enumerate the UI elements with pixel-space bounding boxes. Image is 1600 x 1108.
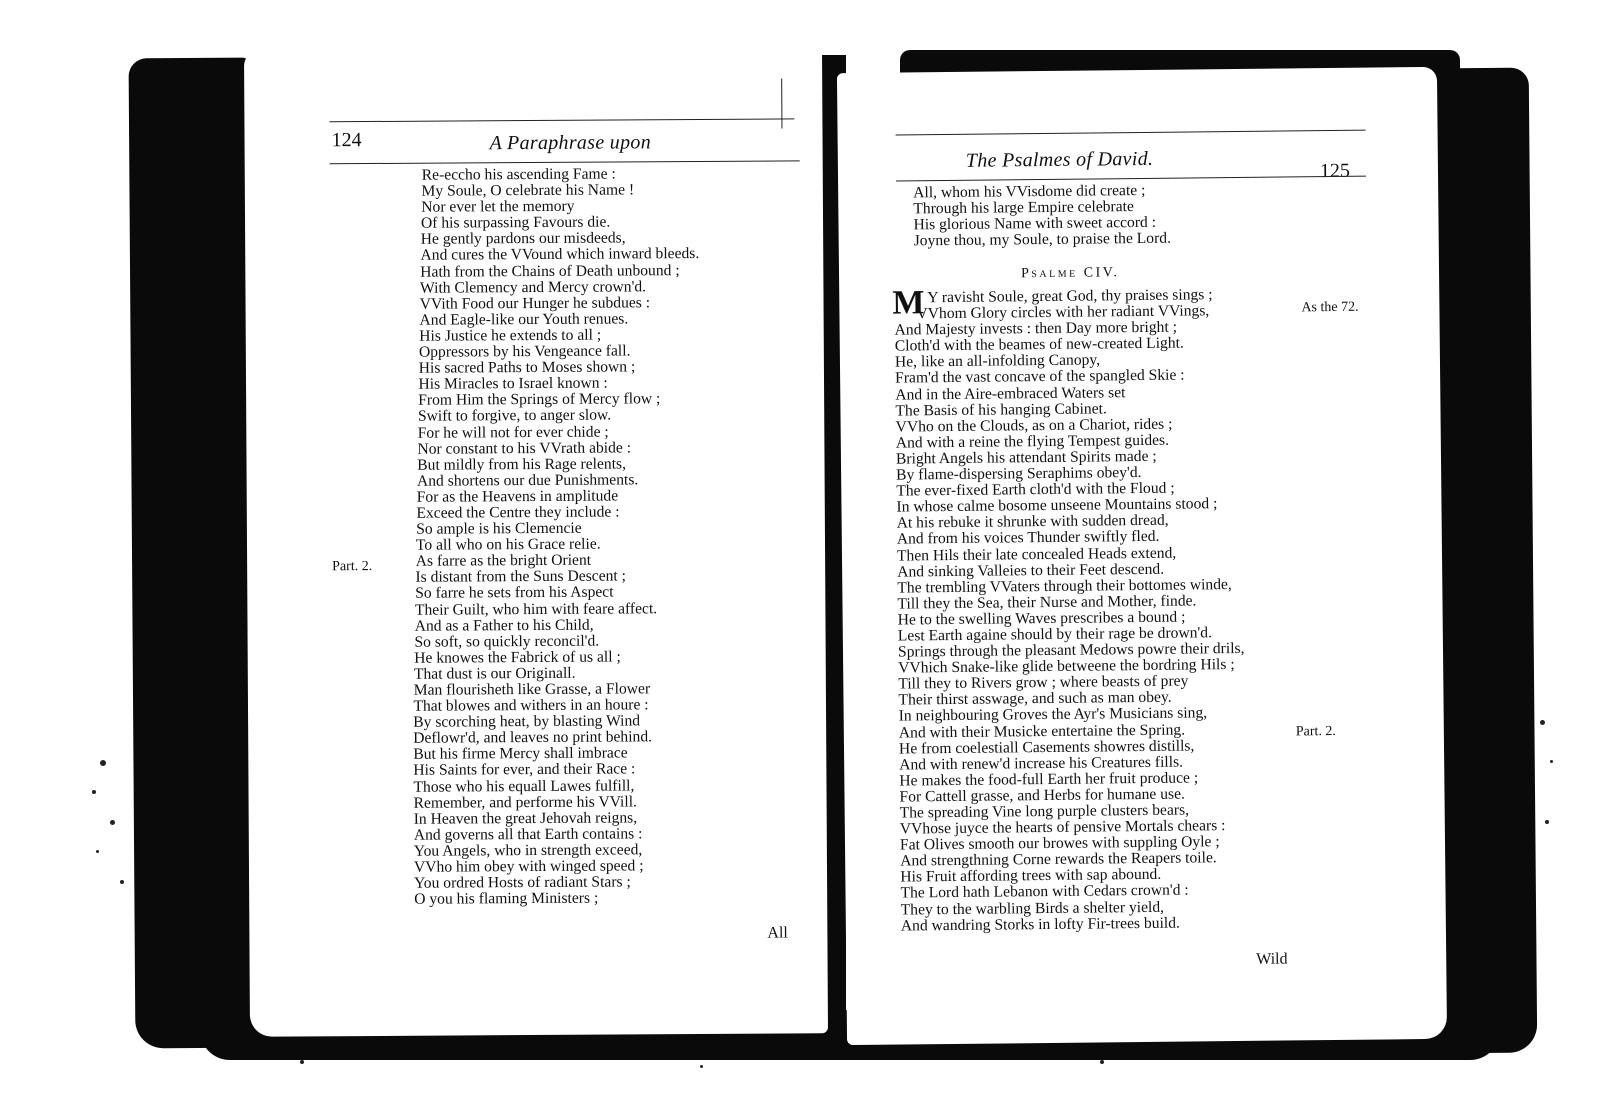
verse-line: And Eagle-like our Youth renues. (419, 310, 629, 329)
verse-line: Of his surpassing Favours die. (420, 213, 611, 232)
fold-mark (781, 78, 782, 128)
verse-line: And with renew'd increase his Creatures fills. (899, 753, 1184, 774)
verse-line: At his rebuke it shrunke with sudden dread, (896, 512, 1169, 532)
verse-line: Nor constant to his VVrath abide : (417, 439, 632, 458)
verse-line: Till they to Rivers grow ; where beasts of prey (898, 672, 1189, 693)
verse-line: Their Guilt, who him with feare affect. (414, 599, 658, 619)
verse-line: His sacred Paths to Moses shown ; (418, 358, 636, 377)
verse-line: To all who on his Grace relie. (415, 535, 601, 554)
verse-line: He, like an all-infolding Canopy, (894, 351, 1101, 371)
verse-line: For as the Heavens in amplitude (416, 487, 619, 506)
verse-line: But his firme Mercy shall imbrace (413, 744, 628, 764)
verse-line: Their thirst asswage, and such as man obey. (898, 689, 1172, 709)
psalm-verse-block (892, 284, 1247, 935)
verse-line: Bright Angels his attendant Spirits made ; (895, 447, 1157, 468)
verse-line: And Majesty invests : then Day more bright ; (894, 318, 1178, 339)
page-number: 124 (331, 129, 362, 152)
verse-line: Those who his equall Lawes fulfill, (413, 776, 635, 796)
verse-line: And wandring Storks in lofty Fir-trees build. (900, 914, 1180, 935)
catchword: All (767, 924, 788, 942)
verse-line: His Miracles to Israel known : (418, 374, 608, 393)
verse-line: VVith Food our Hunger he subdues : (419, 294, 651, 313)
margin-note-part: Part. 2. (1295, 723, 1336, 740)
verse-line: Joyne thou, my Soule, to praise the Lord. (913, 229, 1172, 250)
right-page (837, 67, 1447, 1045)
psalm-heading: Psalme CIV. (1020, 265, 1120, 282)
verse-line: And cures the VVound which inward bleeds. (420, 245, 700, 265)
verse-line: Fram'd the vast concave of the spangled Skie : (895, 367, 1185, 388)
verse-line: O you his flaming Ministers ; (414, 889, 599, 908)
left-verse-block (410, 166, 704, 908)
verse-line: Swift to forgive, to anger slow. (417, 406, 612, 426)
left-cover (129, 58, 256, 1049)
verse-line: Till they the Sea, their Nurse and Mother, finde. (897, 592, 1197, 613)
verse-line: He gently pardons our misdeeds, (420, 229, 626, 249)
verse-line: He knowes the Fabrick of us all ; (414, 648, 621, 667)
verse-line: And in the Aire-embraced Waters set (895, 383, 1126, 404)
verse-line: The trembling VVaters through their bottomes winde, (897, 575, 1232, 597)
verse-line: Fat Olives smooth our browes with suppling Oyle ; (899, 833, 1220, 854)
verse-line: He from coelestiall Casements showres distills, (898, 737, 1195, 758)
verse-line: My Soule, O celebrate his Name ! (421, 181, 635, 200)
margin-note-tune: As the 72. (1301, 299, 1359, 316)
verse-line: All, whom his VVisdome did create ; (913, 181, 1146, 202)
verse-line: Hath from the Chains of Death unbound ; (420, 261, 680, 281)
verse-line: In whose calme bosome unseene Mountains stood ; (896, 495, 1218, 516)
verse-line: In neighbouring Groves the Ayr's Musicians sing, (898, 704, 1208, 725)
verse-line: From Him the Springs of Mercy flow ; (418, 390, 661, 410)
verse-line: Cloth'd with the beames of new-created Light. (894, 334, 1184, 355)
verse-line: By flame-dispersing Seraphims obey'd. (896, 464, 1142, 484)
verse-line: The spreading Vine long purple clusters bears, (899, 801, 1190, 822)
verse-line: So farre he sets from his Aspect (415, 583, 614, 603)
verse-line: Deflowr'd, and leaves no print behind. (413, 728, 653, 748)
verse-line: As farre as the bright Orient (415, 551, 592, 570)
verse-line: And sinking Valleies to their Feet descend. (897, 560, 1165, 581)
verse-line: He makes the food-full Earth her fruit produce ; (899, 769, 1199, 790)
drop-cap: M (892, 284, 925, 322)
verse-line: His Justice he extends to all ; (419, 326, 602, 345)
page-number: 125 (1319, 159, 1351, 183)
verse-line: The Lord hath Lebanon with Cedars crown'd : (900, 881, 1189, 903)
verse-line: And with a reine the flying Tempest guides. (895, 431, 1170, 452)
verse-line: In Heaven the great Jehovah reigns, (413, 809, 638, 828)
verse-line: By scorching heat, by blasting Wind (413, 712, 641, 731)
running-head: The Psalmes of David. (965, 147, 1154, 172)
verse-line: And as a Father to his Child, (414, 616, 594, 635)
verse-line: VVho him obey with winged speed ; (413, 857, 644, 876)
verse-line: But mildly from his Rage relents, (417, 455, 627, 474)
verse-line: Is distant from the Suns Descent ; (415, 567, 627, 587)
verse-line: VVhom Glory circles with her radiant VVings, (916, 302, 1210, 323)
top-rule (329, 118, 794, 122)
verse-line: So soft, so quickly reconcil'd. (414, 632, 600, 651)
margin-note-part: Part. 2. (332, 559, 373, 575)
verse-line: VVho on the Clouds, as on a Chariot, rides ; (895, 415, 1173, 436)
verse-line: For Cattell grasse, and Herbs for humane use. (899, 785, 1185, 806)
verse-line: With Clemency and Mercy crown'd. (419, 277, 647, 297)
verse-line: Through his large Empire celebrate (913, 198, 1134, 218)
verse-line: Oppressors by his Vengeance fall. (418, 342, 631, 361)
verse-line: And from his voices Thunder swiftly fled. (896, 528, 1160, 548)
verse-line: You ordred Hosts of radiant Stars ; (414, 873, 631, 892)
verse-line: Lest Earth againe should by their rage be drown'd. (897, 624, 1213, 645)
opening-verse-block (913, 183, 1171, 250)
verse-line: Nor ever let the memory (421, 197, 575, 216)
verse-line: You Angels, who in strength exceed, (413, 841, 643, 860)
verse-line: And shortens our due Punishments. (416, 471, 639, 490)
top-rule (896, 130, 1366, 136)
verse-line: And with their Musicke entertaine the Spring. (898, 721, 1186, 742)
verse-line: His Fruit affording trees with sap abound. (900, 866, 1162, 886)
verse-line: The Basis of his hanging Cabinet. (895, 400, 1107, 420)
verse-line: Man flourisheth like Grasse, a Flower (413, 680, 651, 699)
running-head: A Paraphrase upon (489, 131, 652, 155)
catchword: Wild (1256, 950, 1288, 968)
verse-line: His Saints for ever, and their Race : (413, 760, 636, 780)
verse-line: Then Hils their late concealed Heads extend, (896, 544, 1177, 565)
verse-line: VVhich Snake-like glide betweene the bordring Hils ; (898, 656, 1235, 677)
verse-line: Re-eccho his ascending Fame : (421, 165, 616, 184)
verse-line: And governs all that Earth contains : (413, 825, 643, 844)
verse-line: For he will not for ever chide ; (417, 423, 609, 442)
psalm-lines (894, 303, 1247, 934)
verse-line: The ever-fixed Earth cloth'd with the Floud ; (896, 479, 1175, 500)
verse-line: That blowes and withers in an houre : (413, 696, 649, 715)
head-rule (330, 160, 800, 164)
verse-line: So ample is his Clemencie (416, 519, 582, 538)
verse-line: Springs through the pleasant Medows powre their drils, (897, 639, 1245, 661)
verse-line: His glorious Name with sweet accord : (913, 214, 1157, 234)
verse-line: That dust is our Originall. (413, 664, 576, 683)
verse-line: Remember, and performe his VVill. (413, 793, 637, 812)
head-rule (896, 176, 1366, 182)
verse-line: They to the warbling Birds a shelter yield, (900, 898, 1165, 919)
left-page (244, 48, 828, 1037)
verse-line: VVhose juyce the hearts of pensive Mortals chears : (899, 817, 1226, 838)
verse-line: He to the swelling Waves prescribes a bound ; (897, 608, 1186, 629)
verse-line: Exceed the Centre they include : (416, 503, 620, 522)
verse-line: And strengthning Corne rewards the Reapers toile. (900, 849, 1217, 870)
first-line-text: Y ravisht Soule, great God, thy praises sings ; (927, 286, 1213, 307)
